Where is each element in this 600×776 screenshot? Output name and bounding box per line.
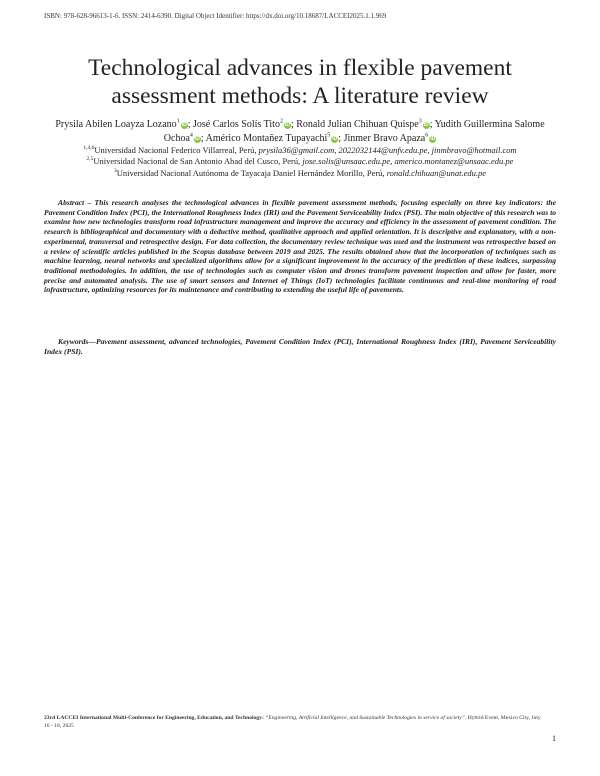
author: Prysila Abilen Loayza Lozano$^1$iD; [55,118,191,130]
affiliation-emails[interactable]: jose.solis@unsaac.edu.pe, americo.montanez@unsaac.edu.pe [302,156,514,167]
affiliation-emails[interactable]: prysila36@gmail.com, 2022032144@unfv.edu.pe, jinmbravo@hotmail.com [258,145,517,155]
keywords: Keywords—Pavement assessment, advanced technologies, Pavement Condition Index (PCI), International Roughness Index (IRI), Pavement Serviceability Index (PSI). [44,337,556,356]
abstract: Abstract – This research analyses the technological advances in flexible pavement assessment methods, focusing especially on three key indicators: the Pavement Condition Index (PCI), the International Roughness Index (IRI) and the Pavement Serviceability Index (PSI). The main objective of this research was to examine how new technologies transform road infrastructure management and improve the accuracy and efficiency in the assessment of pavement condition. The research is bibliographical and documentary with a deductive method, qualitative approach and applied orientation. It is descriptive and explanatory, with a non-experimental, transversal and retrospective design. For data collection, the documentary review technique was used and the instrument was retrospective based on a review of scientific articles published in the Scopus database between 2019 and 2025. The results obtained show that the incorporation of techniques such as machine learning, neural networks and specialized algorithms allow for a significant improvement in the accuracy of the prediction of these indices, surpassing traditional methodologies. In addition, the use of technologies such as computer vision and drones transform pavement inspection and allow for faster, more precise and automated analysis. The use of smart sensors and Internet of Things (IoT) technologies facilitate continuous and real-time monitoring of road infrastructure, optimizing resources for its maintenance and contributing to extending the useful life of pavements. [44,198,556,295]
conference-name: 23rd LACCEI International Multi-Conference for Engineering, Education, and Technology: [44,715,264,721]
author: José Carlos Solís Tito$^2$iD; [192,118,294,130]
orcid-icon[interactable]: iD [423,122,429,128]
author-list [40,118,560,146]
affiliation: $^{2,5}$Universidad Nacional de San Antonio Abad del Cusco, Perú, jose.solis@unsaac.edu.pe, americo.montanez@unsaac.edu.pe [86,156,514,167]
author: Ronald Julian Chihuan Quispe$^3$iD; [296,118,433,130]
conference-theme: “Engineering, Artificial Intelligence, and Sustainable Technologies in service of society”. [265,715,467,721]
conference-footer [44,714,544,730]
author: Américo Montañez Tupayachi$^5$iD; [205,132,342,144]
affiliation: $^{1,4,6}$Universidad Nacional Federico Villarreal, Perú, prysila36@gmail.com, 2022032144@unfv.edu.pe, jinmbravo@hotmail.com [83,145,517,155]
orcid-icon[interactable]: iD [194,136,200,142]
affiliation-list [40,145,560,179]
paper-title: Technological advances in flexible pavement assessment methods: A literature review [88,55,512,109]
author: Jinmer Bravo Apaza$^6$iD [343,132,436,144]
affiliation-emails[interactable]: ronald.chihuan@unat.edu.pe [386,167,487,178]
orcid-icon[interactable]: iD [284,122,290,128]
conference-event: Hybrid Event, Mexico City, July 16 - 18, 2025 [44,715,541,729]
affiliation: $^3$Universidad Nacional Autónoma de Tayacaja Daniel Hernández Morillo, Perú, ronald.chihuan@unat.edu.pe [113,167,487,178]
orcid-icon[interactable]: iD [332,136,338,142]
author: Yudith Guillermina Salome Ochoa$^4$iD; [163,119,545,144]
orcid-icon[interactable]: iD [181,122,187,128]
orcid-icon[interactable]: iD [430,136,436,142]
page-number: 1 [552,734,556,743]
isbn-doi-line: ISBN: 978-628-96613-1-6. ISSN: 2414-6390. Digital Object Identifier: https://dx.doi.org/10.18687/LACCEI2025.1.1.969 [44,12,387,20]
